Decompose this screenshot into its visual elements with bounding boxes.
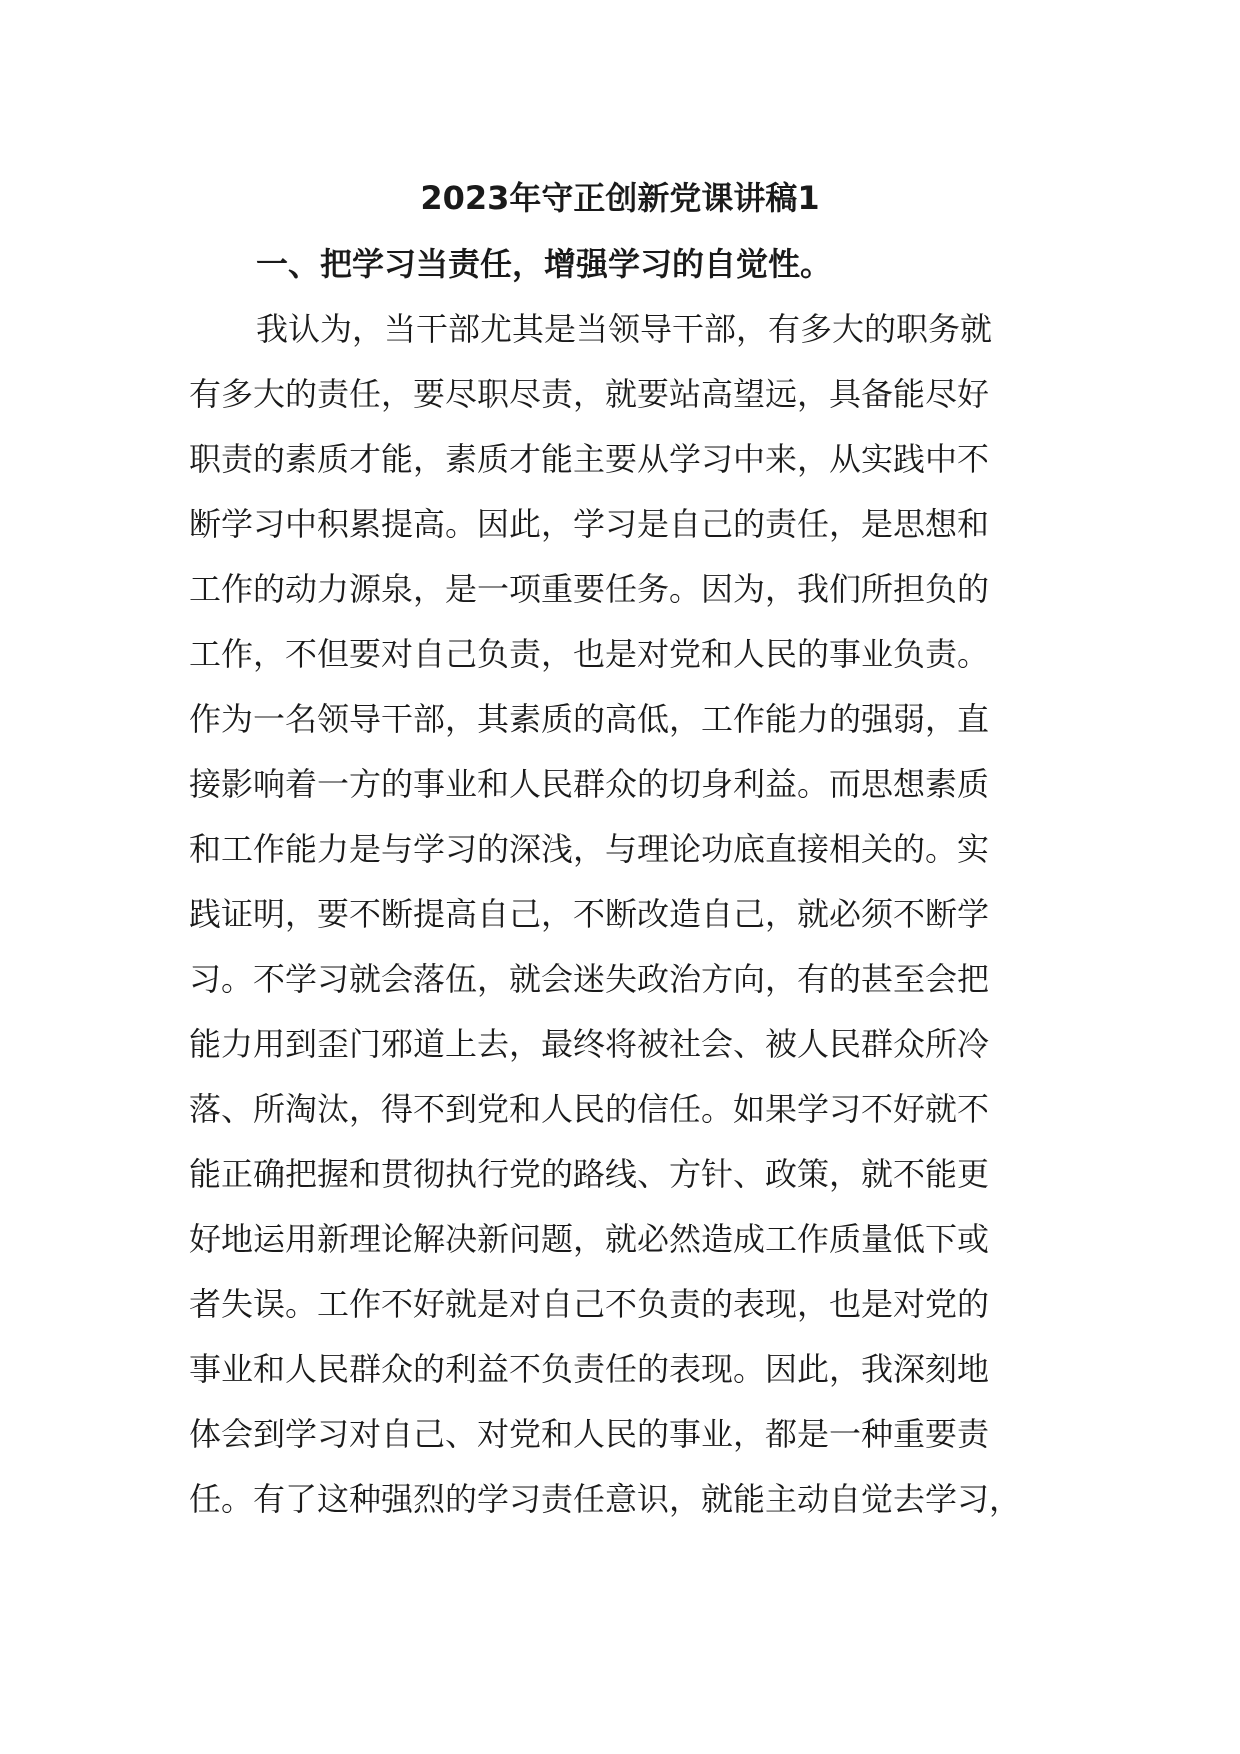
paragraph-line: 作为一名领导干部，其素质的高低，工作能力的强弱，直 bbox=[189, 700, 990, 738]
paragraph-line: 任。有了这种强烈的学习责任意识，就能主动自觉去学习， bbox=[189, 1480, 1022, 1518]
paragraph-line: 能力用到歪门邪道上去，最终将被社会、被人民群众所冷 bbox=[189, 1025, 990, 1063]
paragraph-line: 我认为，当干部尤其是当领导干部，有多大的职务就 bbox=[256, 310, 993, 348]
paragraph-line: 事业和人民群众的利益不负责任的表现。因此，我深刻地 bbox=[189, 1350, 990, 1388]
paragraph-line: 落、所淘汰，得不到党和人民的信任。如果学习不好就不 bbox=[189, 1090, 990, 1128]
paragraph-line: 接影响着一方的事业和人民群众的切身利益。而思想素质 bbox=[189, 765, 990, 803]
body-paragraph bbox=[189, 305, 1069, 1540]
paragraph-line: 断学习中积累提高。因此，学习是自己的责任，是思想和 bbox=[189, 505, 990, 543]
section-heading: 一、把学习当责任，增强学习的自觉性。 bbox=[256, 245, 833, 283]
paragraph-line: 践证明，要不断提高自己，不断改造自己，就必须不断学 bbox=[189, 895, 990, 933]
paragraph-line: 者失误。工作不好就是对自己不负责的表现，也是对党的 bbox=[189, 1285, 990, 1323]
paragraph-line: 职责的素质才能，素质才能主要从学习中来，从实践中不 bbox=[189, 440, 990, 478]
paragraph-line: 体会到学习对自己、对党和人民的事业，都是一种重要责 bbox=[189, 1415, 990, 1453]
paragraph-line: 和工作能力是与学习的深浅，与理论功底直接相关的。实 bbox=[189, 830, 990, 868]
paragraph-line: 工作，不但要对自己负责，也是对党和人民的事业负责。 bbox=[189, 635, 990, 673]
paragraph-line: 好地运用新理论解决新问题，就必然造成工作质量低下或 bbox=[189, 1220, 990, 1258]
paragraph-line: 能正确把握和贯彻执行党的路线、方针、政策，就不能更 bbox=[189, 1155, 990, 1193]
paragraph-line: 工作的动力源泉，是一项重要任务。因为，我们所担负的 bbox=[189, 570, 990, 608]
document-title: 2023年守正创新党课讲稿1 bbox=[420, 179, 820, 217]
paragraph-line: 习。不学习就会落伍，就会迷失政治方向，有的甚至会把 bbox=[189, 960, 990, 998]
paragraph-line: 有多大的责任，要尽职尽责，就要站高望远，具备能尽好 bbox=[189, 375, 990, 413]
